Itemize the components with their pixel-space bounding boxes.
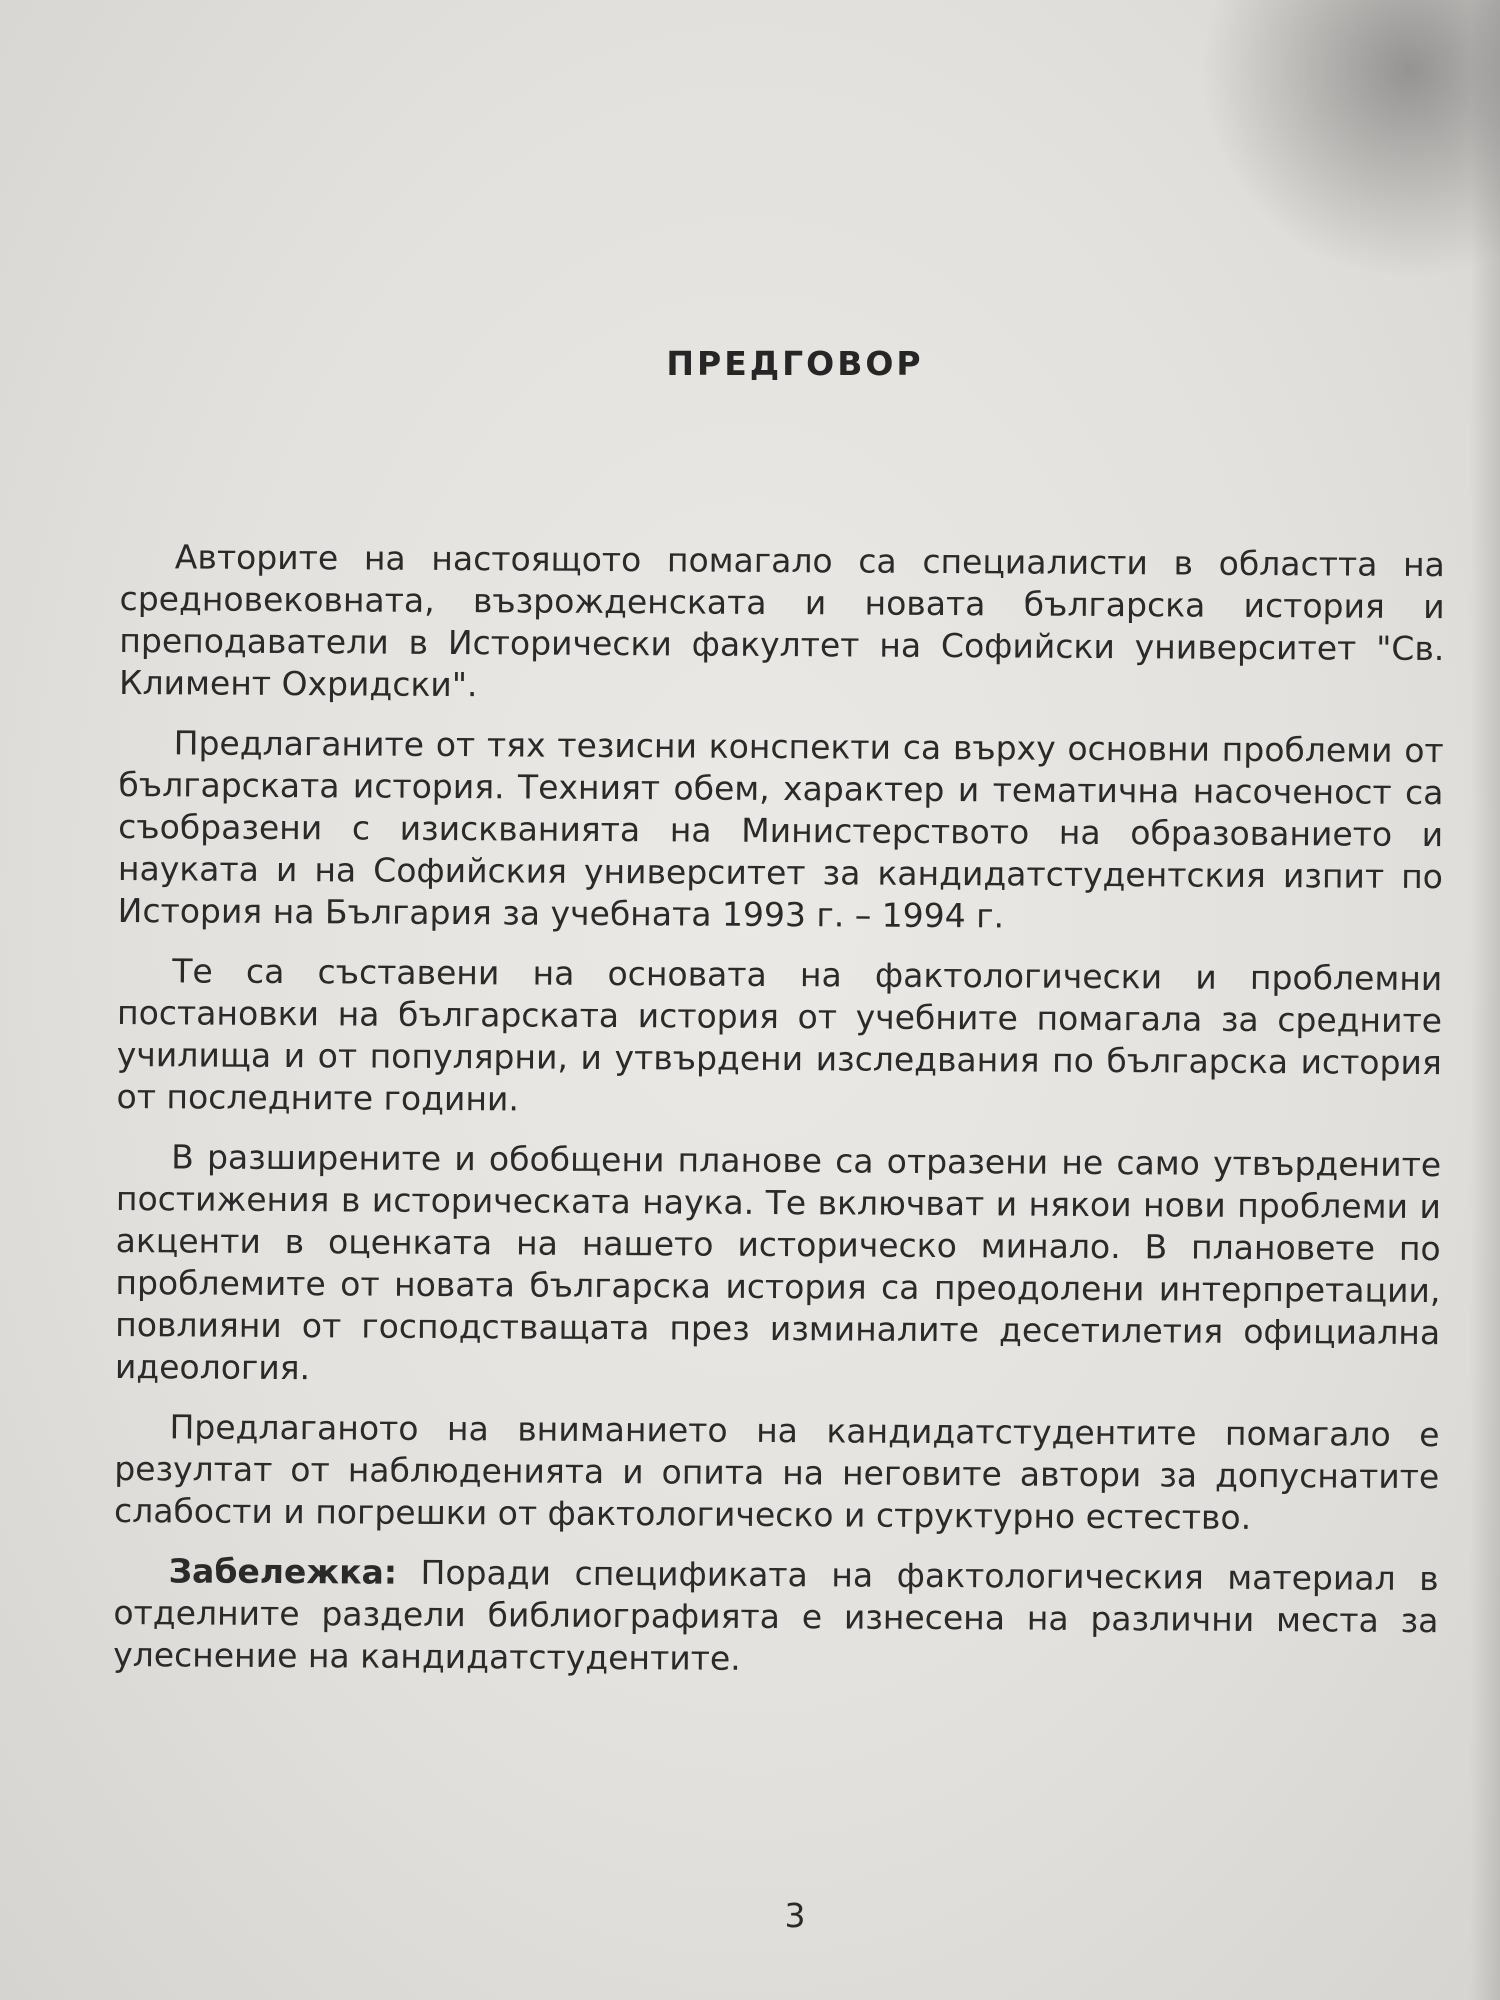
preface-body: [113, 536, 1445, 1702]
page-edge-shadow: [1470, 0, 1500, 2000]
paragraph-plans: В разширените и обобщени планове са отразени не само утвърдените постижения в историческата наука. Те включват и някои нови проблеми и акценти в оценката на нашето историческо минало. В плановете по проблемите от новата българска история са преодолени интерпретации, повлияни от господстващата през изминалите десетилетия официална идеология.: [114, 1137, 1442, 1388]
paragraph-note: [113, 1550, 1439, 1684]
corner-shadow: [1200, 0, 1500, 280]
paragraph-syllabus: Предлаганите от тях тезисни конспекти са върху основни проблеми от българската история. Техният обем, характер и тематична насоченост са съобразени с изискванията на Министерството на образованието и науката и на Софийския университет за кандидатстудентския изпит по История на България за учебната 1993 г. – 1994 г.: [117, 723, 1444, 936]
page-title: ПРЕДГОВОР: [666, 344, 924, 383]
paragraph-authors: Авторите на настоящото помагало са специалисти в областта на средновековната, възрожденската и новата българска история и преподаватели в Исторически факултет на Софийски университет "Св. Климент Охридски".: [118, 537, 1445, 705]
note-text: Поради спецификата на фактологическия материал в отделните раздели библиографията е изнесена на различни места за улеснение на кандидатстудентите.: [113, 1552, 1439, 1678]
paragraph-purpose: Предлаганото на вниманието на кандидатстудентите помагало е резултат от наблюденията и опита на неговите автори за допуснатите слабости и погрешки от фактологическо и структурно естество.: [113, 1407, 1440, 1537]
page-number: 3: [784, 1896, 806, 1935]
note-label: Забележка:: [168, 1551, 398, 1592]
paragraph-sources: Те са съставени на основата на фактологически и проблемни постановки на българската история от учебните помагала за средните училища и от популярни, и утвърдени изследвания по българска история от последните години.: [116, 951, 1443, 1119]
